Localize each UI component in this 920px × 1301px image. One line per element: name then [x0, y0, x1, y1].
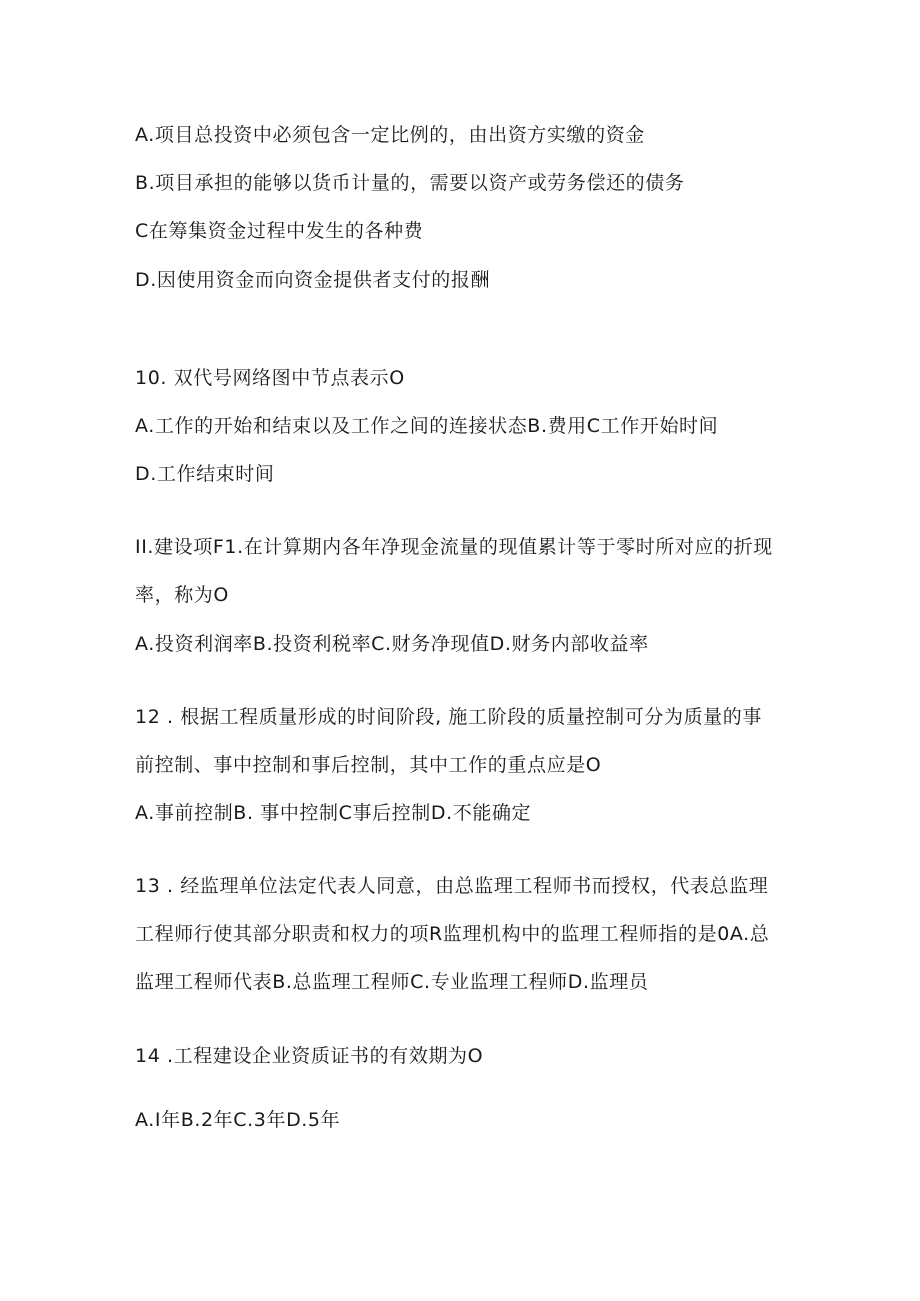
question-14: 14 .工程建设企业资质证书的有效期为O [135, 1045, 484, 1067]
question-14-options: A.I年B.2年C.3年D.5年 [135, 1109, 341, 1131]
question-10-options: A.工作的开始和结束以及工作之间的连接状态B.费用C工作开始时间 [135, 415, 719, 437]
question-12: 12 . 根据工程质量形成的时间阶段, 施工阶段的质量控制可分为质量的事 [135, 706, 762, 728]
question-11: II.建设项F1.在计算期内各年净现金流量的现值累计等于零时所对应的折现 [135, 536, 773, 558]
question-10-option-d: D.工作结束时间 [135, 463, 275, 485]
question-11-continued: 率，称为O [135, 584, 229, 606]
question-13-continued: 工程师行使其部分职责和权力的项R监理机构中的监理工程师指的是0A.总 [135, 923, 770, 945]
option-a-line: A.项目总投资中必须包含一定比例的，由出资方实缴的资金 [135, 124, 645, 146]
option-c-line: C在筹集资金过程中发生的各种费 [135, 220, 424, 242]
question-12-continued: 前控制、事中控制和事后控制，其中工作的重点应是O [135, 754, 602, 776]
question-12-options: A.事前控制B. 事中控制C事后控制D.不能确定 [135, 802, 532, 824]
question-13-options: 监理工程师代表B.总监理工程师C.专业监理工程师D.监理员 [135, 971, 649, 993]
option-b-line: B.项目承担的能够以货币计量的，需要以资产或劳务偿还的债务 [135, 172, 685, 194]
question-11-options: A.投资利润率B.投资利税率C.财务净现值D.财务内部收益率 [135, 633, 649, 655]
question-13: 13 . 经监理单位法定代表人同意，由总监理工程师书而授权，代表总监理 [135, 875, 769, 897]
question-10: 10. 双代号网络图中节点表示O [135, 367, 405, 389]
option-d-line: D.因使用资金而向资金提供者支付的报酬 [135, 269, 491, 291]
